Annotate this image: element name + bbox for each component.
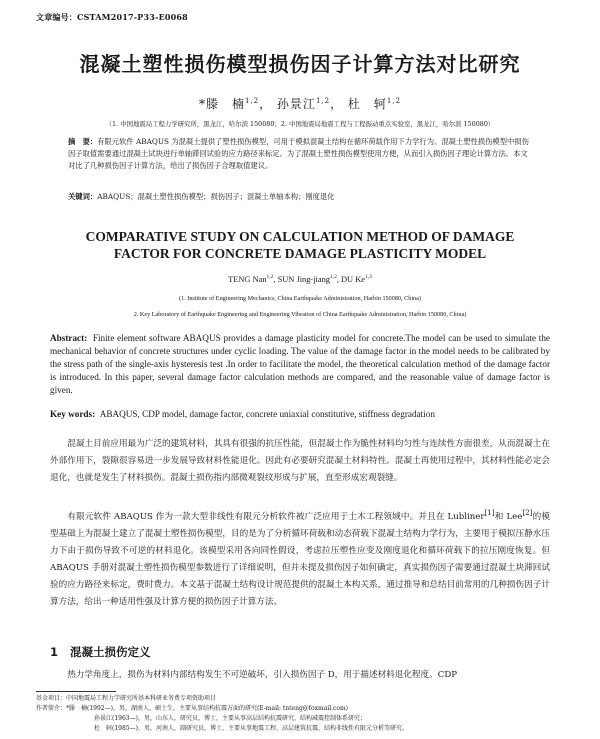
chinese-keywords [68,191,533,203]
english-keywords-text: ABAQUS, CDP model, damage factor, concrete uniaxial constitutive, stiffness degradation [99,409,435,419]
english-abstract-label: Abstract: [50,333,88,343]
en-author-du: DU Ke [341,274,365,284]
chinese-keywords-label: 关键词： [68,192,98,201]
footnote-author-2: 孙景江(1963—)，男，山东人，研究员，博士，主要从事高层结构抗震研究、结构减震控制体系研究； [94,715,366,722]
footnote-author-3: 杜 轲(1985—)，男，河南人，副研究员，博士，主要从事地震工程、高层建筑抗震、结构非线性有限元分析等研究。 [94,725,408,732]
chinese-abstract [68,136,533,172]
chinese-affiliation: （1. 中国地震局工程力学研究所，黑龙江，哈尔滨 150080；2. 中国地震局地震工程与工程振动重点实验室，黑龙江，哈尔滨 150080） [105,120,495,128]
footnote-author-1: 作者简介：*滕 楠(1992—)，男，湖南人，硕士生，主要从事结构抗震方面的研究(E-mail: tnteng@foxmail.com) [36,705,349,712]
author-teng-sup: 1,2 [244,97,260,105]
chinese-abstract-text: 有限元软件 ABAQUS 为混凝土提供了塑性损伤模型，可用于模拟混凝土结构在循环荷载作用下力学行为。混凝土塑性损伤模型中损伤因子取值需要通过混凝土试块进行单轴滞回试验的应力路径来标定。为了混凝土塑性损伤模型使用方便，从而引入损伤因子理论计算方法。本文对比了几种损伤因子计算方法，给出了损伤因子合理取值建议。 [68,137,529,170]
article-number: 文章编号：CSTAM2017-P33-E0068 [36,12,188,22]
english-affiliation-1: (1. Institute of Engineering Mechanics, China Earthquake Administration, Harbin 150080, China) [179,295,421,302]
author-du: 杜 轲 [347,97,387,111]
body-paragraph-3-text: 热力学角度上，损伤为材料内部结构发生不可逆破坏，引入损伤因子 D，用于描述材料退化程度。CDP [67,670,457,680]
author-sun-sup: 1,2 [315,97,331,105]
en-author-du-sup: 1,3 [364,274,372,280]
en-author-sun-sup: 1,2 [329,274,337,280]
section-1-heading [50,644,151,660]
english-title-line2: FACTOR FOR CONCRETE DAMAGE PLASTICITY MODEL [113,246,487,261]
body-paragraph-3 [50,667,550,684]
en-author-teng-sup: 1,2 [266,274,274,280]
author-sun: 孙景江 [276,97,316,111]
en-author-teng: TENG Nan [228,274,267,284]
chinese-abstract-label: 摘 要： [68,137,98,146]
english-title [0,228,600,262]
english-abstract-text: Finite element software ABAQUS provides a damage plasticity model for concrete.The model can be used to simulate the mechanical behavior of concrete structures under cyclic loading. The value of the damage factor in the model needs to be calibrated by the stress path of the single-axis hysteresis test .In order to facilitate the model, the theoretical calculation method of the damage factor is introduced. In this paper, several damage factor calculation methods are compared, and the reasonable value of damage factor is given. [50,333,550,395]
en-author-sun: SUN Jing-jiang [277,274,330,284]
chinese-keywords-text: ABAQUS；混凝土塑性损伤模型；损伤因子；混凝土单轴本构；刚度退化 [97,192,335,201]
author-du-sup: 1,2 [386,97,402,105]
english-abstract [50,332,550,397]
chinese-authors: *滕 楠$^{1,2}$， 孙景江$^{1,2}$， 杜 轲$^{1,2}$ [198,97,402,111]
body-paragraph-1-text: 混凝土目前应用最为广泛的建筑材料，其具有很强的抗压性能，但混凝土作为脆性材料均匀性与连续性方面很差，从而混凝土在外部作用下，裂隙很容易进一步发展导致材料性能退化。因此有必要研究混凝土材料特性。混凝土再使用过程中，其材料性能必定会退化，也就是发生了材料损伤。混凝土损伤指内部微观裂纹形成与扩展，直至形成宏观裂缝。 [50,439,550,483]
body-paragraph-2-part-b: 和 Lee [494,511,523,522]
chinese-title: 混凝土塑性损伤模型损伤因子计算方法对比研究 [79,52,521,76]
footnote-divider [36,691,116,692]
body-paragraph-2-part-a: 有限元软件 ABAQUS 作为一款大型非线性有限元分析软件被广泛应用于土木工程领域中。并且在 Lubliner [67,511,485,522]
section-1-number: 1 [50,645,59,659]
citation-1: [1] [484,508,495,517]
footnotes [36,694,566,734]
author-teng: *滕 楠 [198,97,245,111]
citation-2: [2] [522,508,533,517]
body-paragraph-2 [50,504,550,611]
footnote-fund: 基金项目：中国地震局工程力学研究所基本科研业务费专项资助项目 [36,695,217,702]
english-affiliation-2: 2. Key Laboratory of Earthquake Engineering and Engineering Vibration of China Earthquake Administration, Harbin 150080, China) [133,311,467,318]
english-keywords-label: Key words: [50,409,96,419]
english-authors: TENG Nan$^{1,2}$, SUN Jing-jiang$^{1,2}$, DU Ke$^{1,3}$ [228,274,372,284]
english-title-line1: COMPARATIVE STUDY ON CALCULATION METHOD OF DAMAGE [85,229,515,244]
body-paragraph-2-part-c: 的模型基础上为混凝土建立了混凝土塑性损伤模型，目的是为了分析循环荷载和动态荷载下混凝土结构力学行为，主要用于模拟压静水压力下由于损伤导致不可逆的材料退化。该模型采用各向同性假设，考虑拉压塑性应变及刚度退化和循环荷载下的拉压刚度恢复。但 ABAQUS 手册对混凝土塑性损伤模型参数进行了详细说明，但并未提及损伤因子如何确定，真实损伤因子需要通过混凝土块滞回试验的应力路径来标定，费时费力。本文基于混凝土结构设计规范提供的混凝土本构关系，通过推导和总结目前常用的几种损伤因子计算方法，给出一种适用性强及计算方便的损伤因子计算方法。 [50,511,550,607]
body-paragraph-1 [50,436,550,487]
english-keywords [50,408,550,421]
section-1-title: 混凝土损伤定义 [70,645,151,659]
